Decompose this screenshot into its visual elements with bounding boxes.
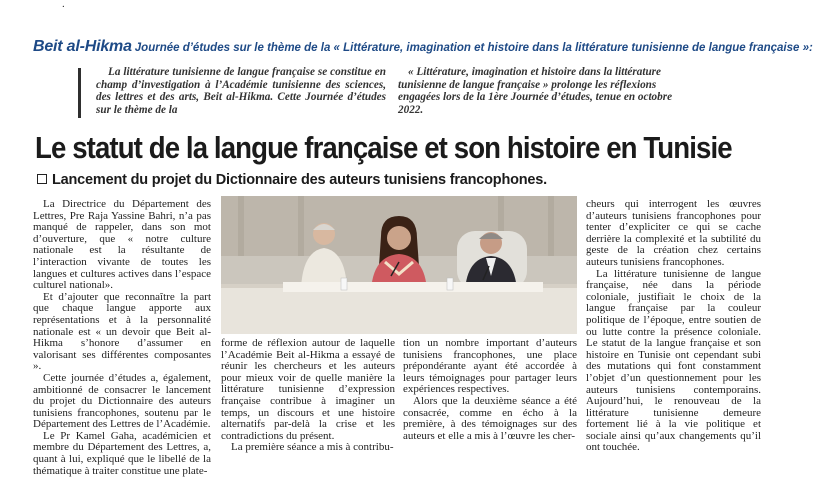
brand-name: Beit al-Hikma [33,38,132,55]
square-bullet-icon [37,174,47,184]
paragraph: La première séance a mis à contribu- [231,441,394,454]
chapeau [78,66,743,122]
subheadline-text: Lancement du projet du Dictionnaire des auteurs tunisiens francophones. [52,172,547,188]
paragraph: tion un nombre important d’auteurs tunisiens francophones, une place prépondérante ayant été accordée à leurs témoignages pour partager leurs expériences respectives. [403,337,577,396]
paragraph: cheurs qui interrogent les œuvres d’auteurs tunisiens francophones pour tenter d’expliciter ce qui se cache derrière la complexité et la subtilité du geste de la création chez certains auteurs tunisiens francophones. [586,198,761,268]
panel-photo-illustration [221,196,577,334]
chapeau-left: La littérature tunisienne de langue française se constitue en champ d’investigation à l’Académie tunisienne des sciences, des lettres et des arts, Beit al-Hikma. Cette Journée d’études sur le thème de la [96,66,386,116]
column-left [33,199,211,477]
chapeau-right: « Littérature, imagination et histoire dans la littérature tunisienne de langue française » prolonge les réflexions engagées lors de la 1ère Journée d’études, tenue en octobre 2022. [398,66,673,116]
paragraph: forme de réflexion autour de laquelle l’Académie Beit al-Hikma a essayé de réunir les chercheurs et les auteurs pour mieux voir de quelle manière la littérature tunisienne d’expression française contribue à imaginer un temps, un discours et une histoire alternatifs par-delà la crise et les contradictions du présent. [221,337,395,442]
chapeau-rule [78,68,81,118]
column-right [586,199,761,454]
cropped-previous-text: . [0,0,776,10]
paragraph: Le Pr Kamel Gaha, académicien et membre du Département des Lettres, a, quant à lui, expliqué que le libellé de la thématique à traiter constitue une plate- [33,429,211,477]
rubric-theme: Journée d’études sur le thème de la « Littérature, imagination et histoire dans la littérature tunisienne de langue française »: [134,42,813,54]
headline: Le statut de la langue française et son histoire en Tunisie [35,130,732,165]
paragraph: Alors que la deuxième séance a été consacrée, comme en écho à la première, à des témoignages sur des auteurs et elle a mis à l’œuvre les cher- [403,394,577,442]
subheadline [37,172,547,188]
column-middle-1 [221,338,395,454]
column-middle-2 [403,338,577,442]
rubric-line [33,38,813,60]
paragraph: Et d’ajouter que reconnaître la part que chaque langue apporte aux représentations et à la personnalité nationale est « un devoir que Beit al-Hikma s’honore d’assumer en valorisant ses différentes composantes ». [33,290,211,373]
paragraph: La littérature tunisienne de langue française, née dans la période coloniale, justifiait le choix de la langue française par la couleur politique de l’époque, entre soutien de ou lutte contre la présence coloniale. Le statut de la langue française et son histoire en Tunisie ont cependant subi des mutations qui font constamment l’objet d’un questionnement pour les auteurs tunisiens contemporains. Aujourd’hui, le renouveau de la littérature tunisienne demeure fortement lié à la vie politique et sociale ainsi qu’aux changements qu’il ont touchée. [586,267,761,454]
panel-photo [221,196,577,334]
paragraph: La Directrice du Département des Lettres, Pre Raja Yassine Bahri, n’a pas manqué de rappeler, dans son mot d’ouverture, que « notre culture nationale est la résultante de l’interaction vivante de toutes les langues et cultures actives dans l’espace culturel national». [33,198,211,292]
paragraph: Cette journée d’études a, également, ambitionné de consacrer le lancement du projet du Dictionnaire des auteurs tunisiens francophones, soutenu par le Département des Lettres de l’Académie. [33,371,211,431]
